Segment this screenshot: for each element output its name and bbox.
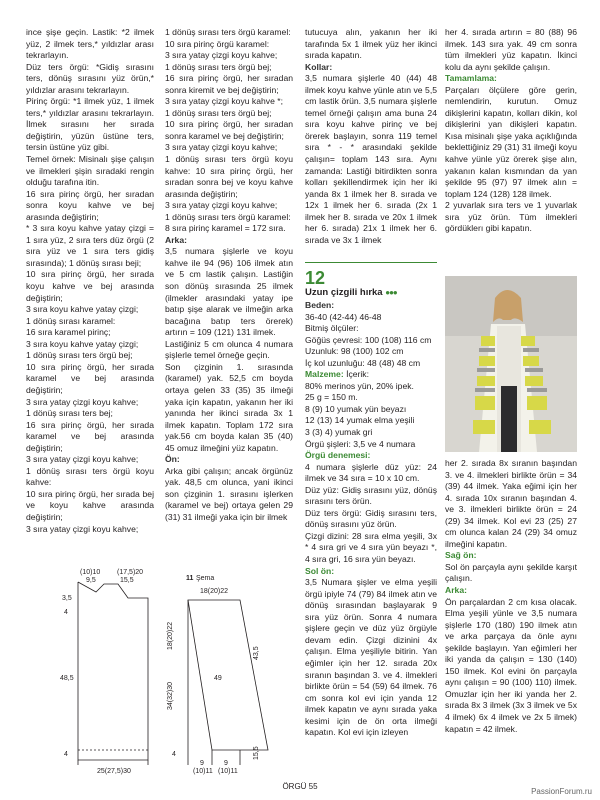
paragraph: 3 sıra yatay çizgi koyu kahve; [26,523,139,534]
paragraph: 16 sıra pirinç örgü, her sıradan sonra koyu kahve ve bej arasında değiştirin; [26,188,154,222]
spec-heading: Örgü denemesi: [305,450,371,461]
section-heading: Tamamlama: [445,73,497,84]
paragraph: 3 sıra yatay çizgi koyu kahve *; [165,96,283,107]
section-heading: Kollar: [305,61,333,72]
column-1 [26,27,154,535]
section-heading: Sağ ön: [445,550,477,561]
dim-height: 48,5 [60,675,74,682]
sleeve-bottom-4: (10)11 [218,768,238,775]
dim-top-2: (17,5)20 [117,569,144,576]
striped-cardigan-photo [445,276,577,452]
paragraph: 1 dönüş sırası ters örgü bej; [165,61,272,72]
column-4-lower [445,458,577,735]
paragraph: 3 sıra koyu kahve yatay çizgi; [26,304,139,315]
paragraph: 3 sıra yatay çizgi koyu kahve; [165,200,278,211]
paragraph: 1 dönüş sırası ters örgü koyu kahve: 10 sıra pirinç örgü, her sıradan sonra bej ve koyu kahve arasında değiştirin; [165,154,293,199]
paragraph: 1 dönüş sırası ters örgü karamel: [165,211,291,222]
schematic-diagrams [0,560,440,775]
paragraph: 16 sıra karamel pirinç; [26,327,111,338]
sleeve-right-1: 43,5 [253,646,260,660]
model-photo [445,276,577,452]
paragraph: 8 sıra pirinç karamel = 172 sıra. [165,223,286,234]
paragraph: Temel örnek: Misinalı şişe çalışın ve ilmekleri şişin sıradaki rengin olduğu tarafına itin. [26,154,154,188]
schema-number: 11 [186,575,194,582]
spec-line [305,392,437,404]
spec-line [305,300,437,312]
back-schema [78,582,148,765]
paragraph: Arka gibi çalışın; ancak örgünüz yak. 48,5 cm olunca, yani ikinci son çizginin 1. sırasını işlerken (karamel ve bej) ortaya gelen 29 (31) 31 ilmeği yaka için bir ilmek [165,465,293,522]
paragraph: 16 sıra pirinç örgü, her sıradan sonra kiremit ve bej değiştirin; [165,73,293,95]
pattern-title-text: Uzun çizgili hırka [305,287,383,298]
spec-text: 12 (13) 14 yumak elma yeşili [305,415,415,426]
spec-line [305,369,437,381]
spec-line [305,508,437,531]
dim-left-1: 3,5 [62,595,72,602]
sleeve-left-3: 4 [172,751,176,758]
paragraph: 1 dönüş sırası ters örgü bej; [165,107,272,118]
section-heading: Arka: [445,585,467,596]
paragraph: 3 sıra yatay çizgi koyu kahve; [26,454,139,465]
spec-heading: Beden: [305,300,335,310]
spec-line [305,462,437,485]
spec-line [305,381,437,393]
paragraph: Ön parçalardan 2 cm kısa olacak. Elma yeşili yünle ve 3,5 numara şişlerle 170 (180) 190 ilmek atın ve arka parçaya da önle aynı şekilde başlayın. Yan eğimleri her iki yanda da çalışın = 130 (140) 150 ilmek. Kol evini ön parçayla aynı çalışın = 90 (100) 110) ilmek. Omuzlar için her iki yanda her 2. sırada 8x 3 ilmek (3x 3 ilmek ve 5x 4 ilmek) 6x 4 ilmek ve 2x 5 ilmek) kapatın = 42 ilmek. [445,596,577,734]
paragraph: her 2. sırada 8x sıranın başından 3. ve 4. ilmekleri birlikte örün = 34 (39) 44 ilmek. Yaka eğimi için her 4. sırada 10x sıranın başından 4. ve 3. ilmekleri birlikte örün = 24 (29) 34 ilmek. Kol evi 23 (25) 27 cm olunca kalan 24 (29) 34 omuz ilmeğini kapatın. [445,458,577,549]
spec-line [305,335,437,347]
sleeve-bottom-2: 9 [224,760,228,767]
paragraph: * 3 sıra koyu kahve yatay çizgi = 1 sıra yüz, 2 sıra ters düz örgü (2 sıra yüz ve 1 sıra ters gidiş sırasında); 1 dönüş sırası beji; [26,223,154,268]
paragraph: Sol ön parçayla aynı şekilde karşıt çalışın. [445,561,577,584]
paragraph: Parçaları ölçülere göre gerin, nemlendirin, kurutun. Omuz dikişlerini kapatın, kolları dikin, kol dikişlerini yan dikişleri kapatın. Kısa misinalı şişe yaka açıklığında beklettiğiniz 29 (31) 31 ilmeği koyu kahve yünle yüz örerek şişe alın, yakanın kalan kısmından da yan şekilde 95 (97) 97 ilmek alın = toplam 124 (128) 128 ilmek. [445,84,577,199]
sleeve-schema [188,600,268,765]
sleeve-mid: 49 [214,675,222,682]
paragraph: 1 dönüş sırası ters bej; [26,408,113,419]
paragraph: 3,5 numara şişlerle 40 (44) 48 ilmek koyu kahve yünle atın ve 5,5 cm lastik örün. 3,5 numara şişlerle temel örneği çalışın ama buna 24 sıra koyu kahve pirinç ve bej örerek başlayın, sonra 119 temel sıra * - * arasındaki şekilde çalışın= toplam 143 sıra. Aynı zamanda: Lastiği bitirdikten sonra kolları şekillendirmek için her iki yanda 8x 1 ilmek her 8. sırada ve 12x 1 ilmek her 6. sırada (2x 1 ilmek her 8. sırada ve 20x 1 ilmek her 6. sırada) 21x 1 ilmek her 6. sırada ve 3x 1 ilmek [305,73,437,245]
dim-height-2: 4 [64,751,68,758]
spec-line [305,358,437,370]
spec-line [305,404,437,416]
pattern-number: 12 [305,268,326,288]
spec-text: İç kol uzunluğu: 48 (48) 48 cm [305,357,421,368]
paragraph: 10 sıra pirinç örgü, her sırada koyu kahve ve bej arasında değiştirin; [26,269,154,303]
section-heading: Arka: [165,234,187,245]
dim-left-2: 4 [64,609,68,616]
spec-text: Çizgi dizini: 28 sıra elma yeşili, 3x * 4 sıra gri ve 4 sıra yün beyazı *, 4 sıra gri, 16 sıra yün beyazı. [305,530,437,565]
spec-line [305,485,437,508]
spec-text: Düz yüz: Gidiş sırasını yüz, dönüş sırasını ters örün. [305,484,437,507]
paragraph: Son çizginin 1. sırasında (karamel) yak. 52,5 cm boyda ortaya gelen 33 (35) 35 ilmeği yaka için kapatın, yakanın her iki yanında her ikinci sırada 3x 1 ilmek kapatın. Toplam 172 sıra yak.56 cm boyda kalan 35 (40) 45 omuz ilmeğini yüz kapatın. [165,361,293,453]
paragraph: Pirinç örgü: *1 ilmek yüz, 1 ilmek ters,* yıldızlar arasını tekrarlayın. İlmek sırasını her sırada değiştirin, yüzün üstüne ters, tersin üstüne yüz gibi. [26,96,154,153]
spec-line [305,415,437,427]
spec-text: 3,5 Numara şişler ve elma yeşili örgü ipiyle 74 (79) 84 ilmek atın ve dönüş sırasından başlayarak 9 sıra yüz örün. Sonra 4 numara şişlere geçin ve düz yüz örgüyle devam edin. Çizgi dizinini 4x çalışın. Elma yeşiliyle bitirin. Yan eğimler için her 12. sırada 20x sıranın başından 3. ve 4. ilmekleri birlikte örün = 54 (59) 64 ilmek. 76 cm sonra kol evi için yanda 12 ilmek kapatın ve aynı sırada yaka kesimi için de ön orta ilmeği kapatın. Kol evi için izleyen [305,577,437,738]
paragraph: 1 dönüş sırası ters örgü bej; [26,350,133,361]
spec-text: Düz ters örgü: Gidiş sırasını ters, dönüş sırasını yüz örün. [305,507,437,530]
paragraph: tutucuya alın, yakanın her iki tarafında 5x 1 ilmek yüz her ikinci sırada kapatın. [305,27,437,61]
paragraph: Lastiğiniz 5 cm olunca 4 numara şişlerle temel örneğe geçin. [165,338,293,361]
spec-text: Uzunluk: 98 (100) 102 cm [305,346,404,357]
paragraph: 1 dönüş sırası karamel: [26,315,116,326]
section-heading: Ön: [165,454,180,465]
sleeve-bottom-1: 9 [200,760,204,767]
sleeve-right-2: 15,5 [253,746,260,760]
spec-text: İçerik: [343,369,369,380]
column-2 [165,27,293,524]
paragraph: 1 dönüş sırası ters örgü karamel: [165,27,291,37]
schema-word: Şema [196,575,215,582]
paragraph: 3,5 numara şişlerle ve koyu kahve ile 94 (96) 106 ilmek atın ve 5 cm lastik çalışın. Lastiğin son dönüş sırasında 25 ilmek (ilmekler arasındaki yatay ipe batıp şişe alarak ve ilmeğin arka bacağına batıp ters örerek) artırın = 109 (121) 131 ilmek. [165,246,293,338]
schema-svg [0,560,440,775]
spec-text: Örgü şişleri: 3,5 ve 4 numara [305,438,416,449]
sleeve-left-1: 18(20)22 [167,621,174,650]
paragraph: 10 sıra pirinç örgü, her sırada karamel ve bej arasında değiştirin; [26,361,154,395]
paragraph: 2 yuvarlak sıra ters ve 1 yuvarlak sıra yüz örün. Tüm ilmekleri gördüklerı gibi kapatın. [445,200,577,234]
sleeve-bottom-3: (10)11 [193,768,213,775]
paragraph: 10 sıra pirinç örgü karamel: [165,38,270,49]
paragraph: 3 sıra koyu kahve yatay çizgi; [26,338,139,349]
dim-bottom: 25(27,5)30 [97,768,131,775]
difficulty-dots: ●●● [385,288,397,297]
spec-text: Göğüs çevresi: 100 (108) 116 cm [305,334,432,345]
watermark: PassionForum.ru [531,787,592,796]
spec-heading: Malzeme: [305,369,344,380]
page-footer: ÖRGÜ 55 [282,782,318,791]
column-3 [305,27,437,246]
spec-line [305,346,437,358]
section-rule [305,262,437,263]
spec-line [305,450,437,462]
spec-text: 25 g = 150 m. [305,392,358,403]
paragraph: 3 sıra yatay çizgi koyu kahve; [165,142,278,153]
paragraph: 3 sıra yatay çizgi koyu kahve; [26,396,139,407]
spec-line [305,323,437,335]
sleeve-top: 18(20)22 [200,588,229,595]
paragraph: 1 dönüş sırası ters örgü koyu kahve: [26,465,154,488]
dim-top-sub-1: 9,5 [86,577,96,584]
spec-line [305,439,437,451]
spec-text: Bitmiş ölçüler: [305,323,359,334]
spec-text: 4 numara şişlerle düz yüz: 24 ilmek ve 34 sıra = 10 x 10 cm. [305,461,437,484]
spec-heading: Sol ön: [305,565,335,576]
paragraph: 16 sıra pirinç örgü, her sırada karamel ve bej arasında değiştirin; [26,419,154,453]
spec-text: 80% merinos yün, 20% ipek. [305,380,414,391]
paragraph: 10 sıra pirinç örgü, her sırada bej ve koyu kahve arasında değiştirin; [26,488,154,522]
sleeve-left-2: 34(32)30 [167,681,174,710]
spec-text: 3 (3) 4) yumak gri [305,427,373,438]
paragraph: Düz ters örgü: *Gidiş sırasını ters, dönüş sırasını yüz örün,* yıldızlar arasını tekrarlayın. [26,61,154,95]
dim-top-1: (10)10 [80,569,101,576]
paragraph: ince şişe geçin. Lastik: *2 ilmek yüz, 2 ilmek ters,* yıldızlar arası tekrarlayın. [26,27,154,61]
spec-text: 8 (9) 10 yumak yün beyazı [305,403,407,414]
dim-top-sub-2: 15,5 [120,577,134,584]
spec-line [305,312,437,324]
pattern-title [305,287,397,298]
spec-line [305,427,437,439]
paragraph: her 4. sırada artırın = 80 (88) 96 ilmek. 143 sıra yak. 49 cm sonra tüm ilmekleri yüz kapatın. İkinci kolu da aynı şekilde çalışın. [445,27,577,72]
column-4 [445,27,577,235]
spec-text: 36-40 (42-44) 46-48 [305,311,382,322]
paragraph: 3 sıra yatay çizgi koyu kahve; [165,50,278,61]
paragraph: 10 sıra pirinç örgü, her sıradan sonra karamel ve bej değiştirin; [165,119,293,141]
